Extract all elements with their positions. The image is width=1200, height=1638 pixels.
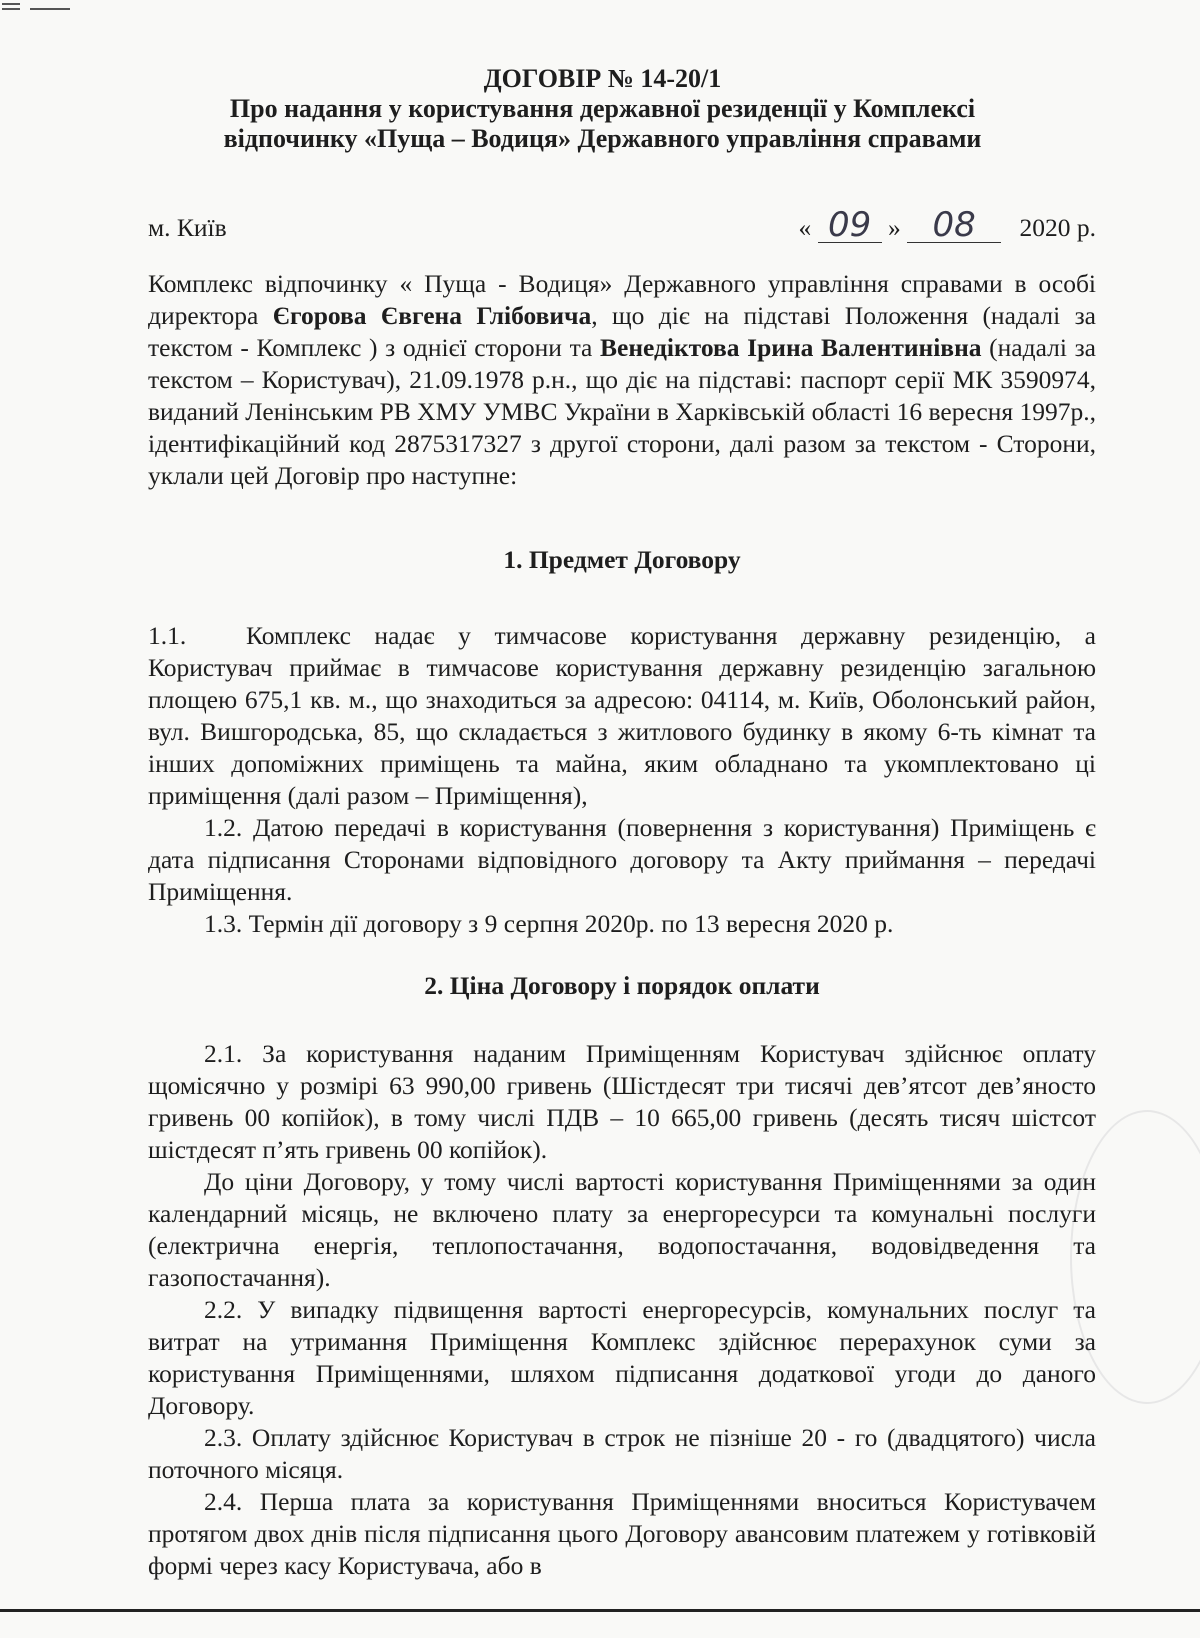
document-title: ДОГОВІР № 14-20/1 — [483, 64, 722, 93]
clause-2-1: 2.1. За користування наданим Приміщенням Користувач здійснює оплату щомісячно у розмірі 63 990,00 гривень (Шістдесят три тисячі дев’ятсот дев’яносто гривень 00 копійок), в тому числі ПДВ – 10 665,00 гривень (десять тисяч шістсот шістдесят п’ять гривень 00 копійок). — [148, 1039, 1096, 1164]
clause-2-3: 2.3. Оплату здійснює Користувач в строк не пізніше 20 - го (двадцятого) числа поточного місяця. — [148, 1423, 1096, 1484]
section-2-heading: 2. Ціна Договору і порядок оплати — [424, 971, 820, 1000]
date-month-handwritten: 08 — [907, 208, 1001, 243]
contract-date — [798, 205, 1097, 245]
director-name: Єгорова Євгена Глібовича — [272, 301, 592, 330]
page-bottom-edge — [0, 1609, 1200, 1612]
clause-2-4: 2.4. Перша плата за користування Приміщеннями вноситься Користувачем протягом двох днів після підписання цього Договору авансовим платежем у готівковій формі через касу Користувача, або в — [148, 1487, 1096, 1580]
date-year: 2020 р. — [1019, 213, 1096, 242]
preamble-text-1: Комплекс відпочинку « Пуща - Водиця» Державного управління справами в особі директора — [148, 269, 1096, 330]
document-subtitle-line1: Про надання у користування державної резиденції у Комплексі — [229, 94, 976, 123]
user-name: Венедіктова Ірина Валентинівна — [600, 333, 982, 362]
preamble-text-3: (надалі за текстом – Користувач), 21.09.1978 р.н., що діє на підставі: паспорт серії МК 3590974, виданий Ленінським РВ ХМУ УМВС України в Харківській області 16 вересня 1997р., ідентифікаційний код 2875317327 з другої сторони, далі разом за текстом - Сторони, уклали цей Договір про наступне: — [148, 333, 1096, 490]
clause-1-1-number: 1.1. — [148, 621, 187, 650]
date-day-handwritten: 09 — [818, 208, 882, 243]
date-close-quote: » — [888, 213, 901, 242]
preamble-paragraph — [148, 268, 1096, 524]
clause-2-1-note: До ціни Договору, у тому числі вартості користування Приміщеннями за один календарний місяць, не включено плату за енергоресурси та комунальні послуги (електрична енергія, теплопостачання, водопостачання, водовідведення та газопостачання). — [148, 1167, 1096, 1292]
document-title-block — [150, 64, 1055, 154]
preamble-text-2: , що діє на підставі Положення (надалі за текстом - Комплекс ) з однієї сторони та — [148, 301, 1096, 362]
clause-1-1-text: Комплекс надає у тимчасове користування державну резиденцію, а Користувач приймає в тимчасове користування державну резиденцію загальною площею 675,1 кв. м., що знаходиться за адресою: 04114, м. Київ, Оболонський район, вул. Вишгородська, 85, що складається з житлового будинку в якому 6-ть кімнат та інших допоміжних приміщень та майна, яким обладнано та укомплектовано ці приміщення (далі разом – Приміщення), — [148, 621, 1096, 810]
place-date-row — [148, 205, 1096, 248]
document-subtitle-line2: відпочинку «Пуща – Водиця» Державного управління справами — [223, 124, 982, 153]
section-1-heading: 1. Предмет Договору — [503, 545, 741, 574]
document-body — [148, 268, 1096, 1582]
city-label: м. Київ — [148, 213, 227, 242]
clause-1-1 — [148, 620, 1096, 812]
clause-2-2: 2.2. У випадку підвищення вартості енергоресурсів, комунальних послуг та витрат на утримання Приміщення Комплекс здійснює перерахунок суми за користування Приміщеннями, шляхом підписання додаткової угоди до даного Договору. — [148, 1295, 1096, 1420]
date-open-quote: « — [798, 213, 812, 242]
scan-corner-mark — [0, 0, 72, 16]
clause-1-2: 1.2. Датою передачі в користування (повернення з користування) Приміщень є дата підписання Сторонами відповідного договору та Акту приймання – передачі Приміщення. — [148, 813, 1096, 906]
clause-1-3: 1.3. Термін дії договору з 9 серпня 2020р. по 13 вересня 2020 р. — [204, 909, 894, 938]
